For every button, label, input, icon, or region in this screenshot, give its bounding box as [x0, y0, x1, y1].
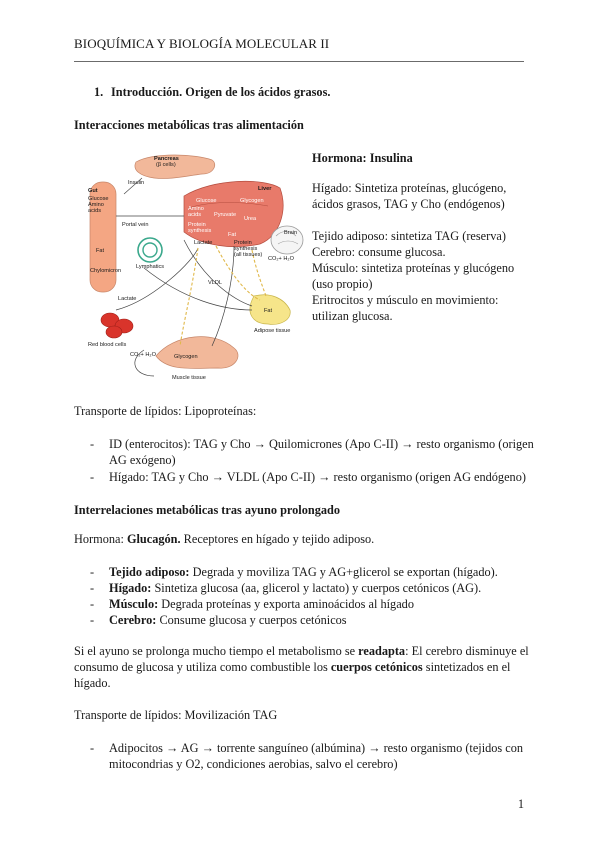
list-bullet: - [90, 437, 95, 451]
diagram-label: Amino [88, 202, 104, 208]
paragraph-line: consumo de glucosa y utiliza como combustible los cuerpos cetónicos sintetizados en el [74, 660, 511, 674]
diagram-label: Glycogen [240, 198, 264, 204]
effect-line: Músculo: sintetiza proteínas y glucógeno [312, 261, 515, 275]
diagram-label: Pancreas [154, 156, 179, 162]
diagram-label: acids [88, 208, 102, 214]
diagram-label: Glucose [196, 198, 217, 204]
effect-line: (uso propio) [312, 277, 373, 291]
diagram-label: acids [188, 212, 202, 218]
fasting-subtitle: Interrelaciones metabólicas tras ayuno prolongado [74, 503, 340, 517]
effect-line: Hígado: Sintetiza proteínas, glucógeno, [312, 181, 507, 195]
diagram-label: Adipose tissue [254, 328, 291, 334]
insulin-hormone-heading: Hormona: Insulina [312, 151, 413, 165]
diagram-label: CO₂+ H₂O [268, 256, 294, 262]
diagram-label: synthesis [234, 246, 258, 252]
list-item: AG exógeno) [109, 453, 176, 467]
list-item: Adipocitos → AG → torrente sanguíneo (albúmina) → resto organismo (tejidos con [109, 741, 524, 755]
diagram-label: Amino [188, 206, 204, 212]
diagram-label: CO₂+ H₂O [130, 352, 156, 358]
diagram-label: Portal vein [122, 222, 149, 228]
diagram-label: Urea [244, 216, 257, 222]
glucagon-hormone-line: Hormona: Glucagón. Receptores en hígado y tejido adiposo. [74, 532, 375, 546]
effect-line: Tejido adiposo: sintetiza TAG (reserva) [312, 229, 506, 243]
diagram-label: Fat [228, 232, 237, 238]
list-bullet: - [90, 741, 95, 755]
diagram-label: Glucose [88, 196, 109, 202]
diagram-label: Red blood cells [88, 342, 127, 348]
tag-transport-heading: Transporte de lípidos: Movilización TAG [74, 708, 278, 722]
diagram-label: synthesis [188, 228, 212, 234]
list-item: Tejido adiposo: Degrada y moviliza TAG y AG+glicerol se exportan (hígado). [109, 565, 498, 579]
diagram-label: Chylomicron [90, 268, 122, 274]
section-title: Introducción. Origen de los ácidos grasos. [111, 85, 331, 99]
feeding-subtitle: Interacciones metabólicas tras alimentación [74, 118, 304, 132]
list-item: ID (enterocitos): TAG y Cho → Quilomicrones (Apo C-II) → resto organismo (origen [109, 437, 534, 451]
diagram-label: (β cells) [156, 162, 176, 168]
list-bullet: - [90, 613, 95, 627]
diagram-label: Insulin [128, 180, 145, 186]
diagram-label: Lactate [118, 296, 137, 302]
document-header: BIOQUÍMICA Y BIOLOGÍA MOLECULAR II [74, 36, 330, 51]
diagram-label: Protein [188, 222, 206, 228]
diagram-label: Lactate [194, 240, 213, 246]
list-bullet: - [90, 565, 95, 579]
diagram-label: Fat [264, 308, 273, 314]
diagram-label: Glycogen [174, 354, 198, 360]
effect-line: Eritrocitos y músculo en movimiento: [312, 293, 499, 307]
section-number: 1. [94, 85, 104, 99]
diagram-label: Pyruvate [214, 212, 237, 218]
effect-line: ácidos grasos, TAG y Cho (endógenos) [312, 197, 505, 211]
list-item: Músculo: Degrada proteínas y exporta aminoácidos al hígado [109, 597, 414, 611]
muscle-tissue-organ [156, 337, 238, 369]
red-blood-cell [106, 326, 122, 338]
list-item: mitocondrias y O2, condiciones aerobias, salvo el cerebro) [109, 757, 398, 771]
metabolic-interactions-diagram [84, 150, 306, 383]
paragraph-line: hígado. [74, 676, 111, 690]
list-item: Hígado: TAG y Cho → VLDL (Apo C-II) → resto organismo (origen AG endógeno) [109, 470, 526, 484]
diagram-label: Brain [284, 230, 298, 236]
list-bullet: - [90, 470, 95, 484]
list-item: Hígado: Sintetiza glucosa (aa, glicerol y lactato) y cuerpos cetónicos (AG). [109, 581, 482, 595]
diagram-label: Liver [258, 186, 272, 192]
list-item: Cerebro: Consume glucosa y cuerpos cetónicos [109, 613, 347, 627]
lipoprotein-transport-heading: Transporte de lípidos: Lipoproteínas: [74, 404, 257, 418]
lymphatic-vessel [138, 238, 162, 262]
effect-line: utilizan glucosa. [312, 309, 393, 323]
diagram-label: (all tissues) [234, 252, 263, 258]
header-rule [74, 61, 524, 62]
paragraph-line: Si el ayuno se prolonga mucho tiempo el metabolismo se readapta: El cerebro disminuye el [74, 644, 529, 658]
effect-line: Cerebro: consume glucosa. [312, 245, 446, 259]
diagram-label: Muscle tissue [172, 375, 206, 381]
diagram-label: VLDL [208, 280, 222, 286]
list-bullet: - [90, 597, 95, 611]
page-number: 1 [517, 797, 524, 811]
diagram-label: Gut [88, 188, 98, 194]
diagram-label: Fat [96, 248, 105, 254]
diagram-label: Protein [234, 240, 252, 246]
list-bullet: - [90, 581, 95, 595]
diagram-label: Lymphatics [136, 264, 165, 270]
